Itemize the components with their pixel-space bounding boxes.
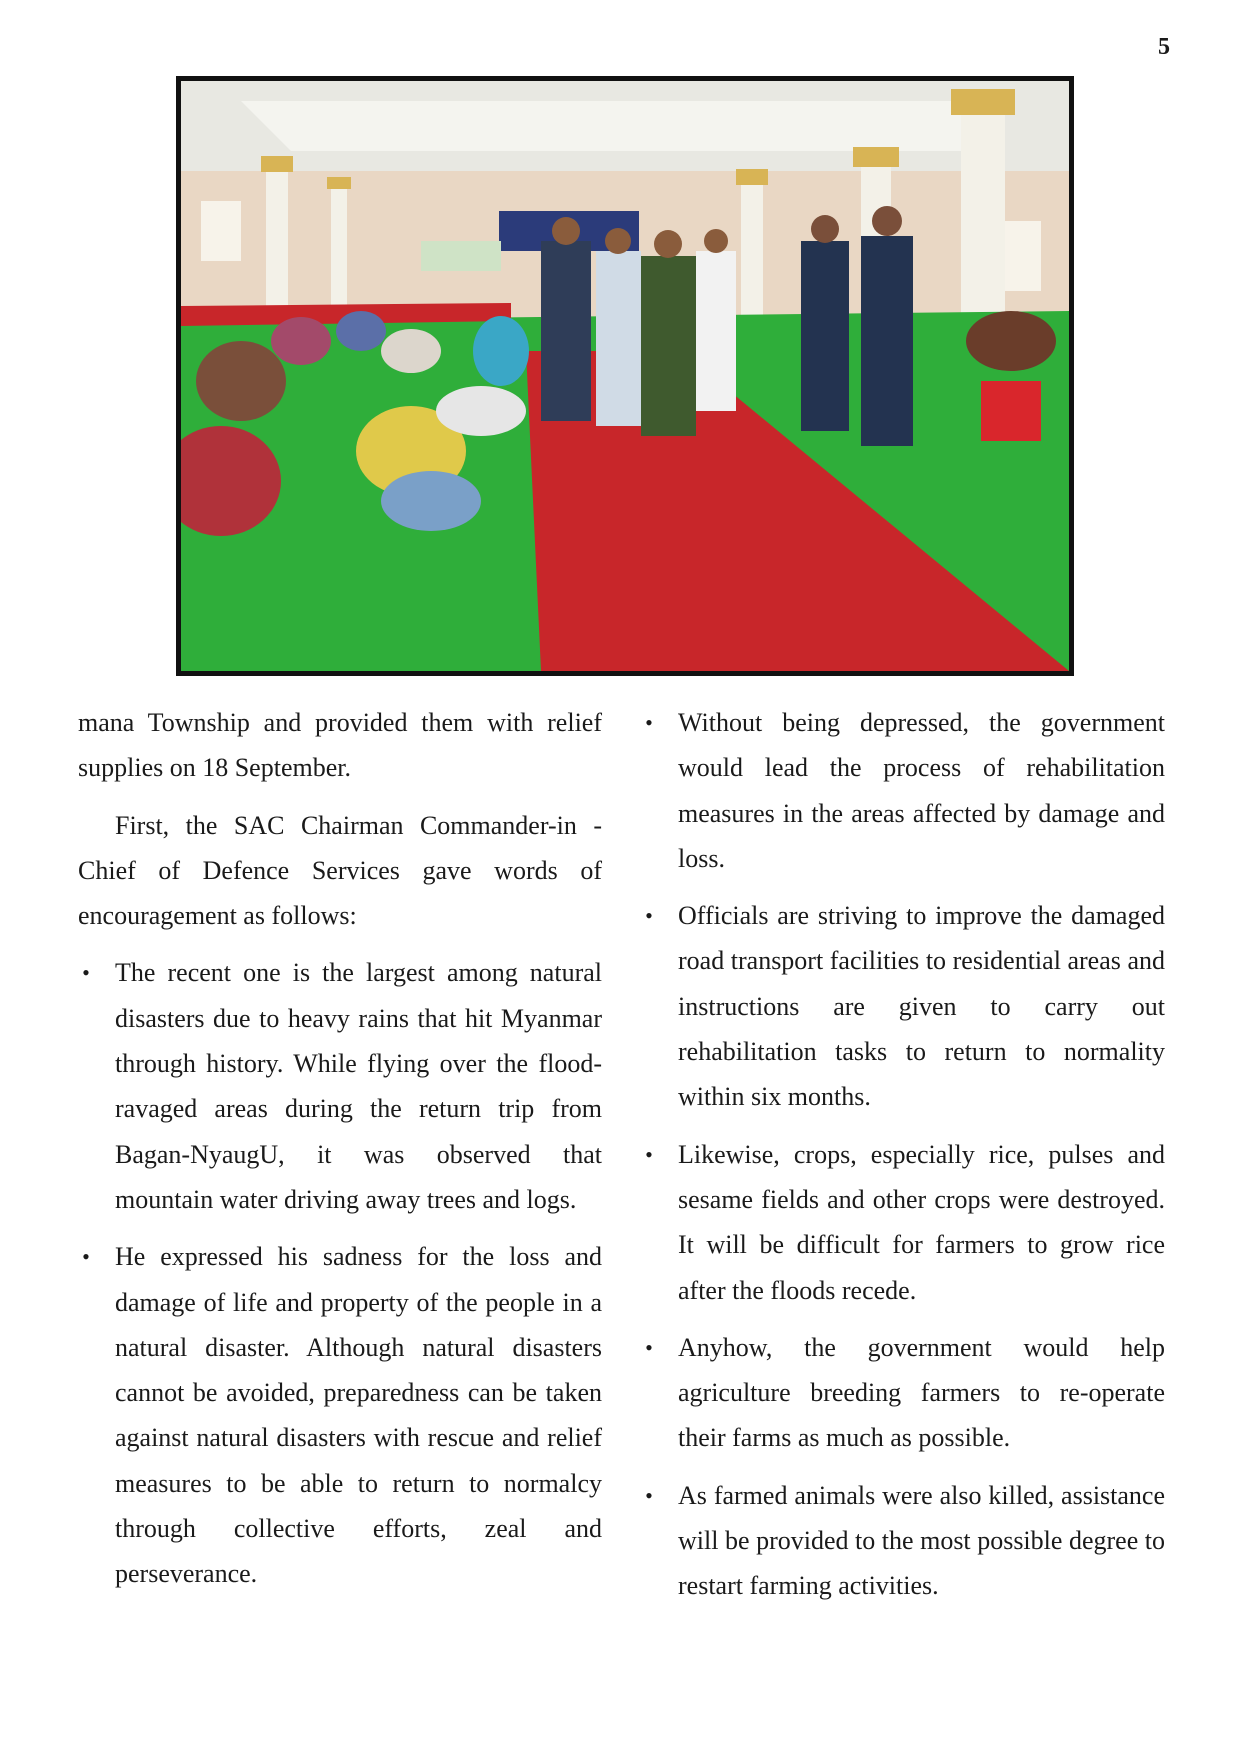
list-item-text: As farmed animals were also killed, assistance will be provided to the most possible degree to restart farming activities. (678, 1480, 1165, 1601)
list-item (641, 1473, 1165, 1609)
list-item (641, 1325, 1165, 1461)
bullet-icon: • (645, 710, 653, 735)
paragraph-encouragement: First, the SAC Chairman Commander-in -Chief of Defence Services gave words of encouragement as follows: (78, 810, 602, 931)
list-item (641, 700, 1165, 881)
list-item-text: Likewise, crops, especially rice, pulses and sesame fields and other crops were destroyed. It will be difficult for farmers to grow rice after the floods recede. (678, 1139, 1165, 1305)
page-number: 5 (1158, 34, 1170, 60)
list-item-text: The recent one is the largest among natural disasters due to heavy rains that hit Myanmar through history. While flying over the flood-ravaged areas during the return trip from Bagan-NyaugU, it was observed that mountain water driving away trees and logs. (115, 958, 602, 1214)
list-item-text: He expressed his sadness for the loss and damage of life and property of the people in a natural disaster. Although natural disasters cannot be avoided, preparedness can be taken against natural disasters with rescue and relief measures to be able to return to normalcy through collective efforts, zeal and perseverance. (115, 1242, 602, 1589)
list-item-text: Officials are striving to improve the damaged road transport facilities to residential areas and instructions are given to carry out rehabilitation tasks to return to normality within six months. (678, 901, 1165, 1112)
list-item (641, 893, 1165, 1119)
relief-camp-photo (176, 76, 1074, 676)
bullet-icon: • (82, 960, 90, 986)
bullet-icon: • (645, 903, 653, 929)
bullet-icon: • (82, 1244, 90, 1270)
left-column (78, 700, 602, 1609)
paragraph-intro: mana Township and provided them with relief supplies on 18 September. (78, 708, 602, 783)
list-item-text: Anyhow, the government would help agriculture breeding farmers to re-operate their farms as much as possible. (678, 1332, 1165, 1453)
bullet-icon: • (645, 1334, 653, 1360)
list-item (78, 1234, 602, 1596)
list-item (641, 1132, 1165, 1313)
list-item (78, 950, 602, 1222)
photo-illustration (181, 81, 1069, 671)
left-bullet-list (78, 950, 602, 1596)
right-bullet-list (641, 700, 1165, 1609)
bullet-icon: • (645, 1141, 653, 1167)
list-item-text: Without being depressed, the government would lead the process of rehabilitation measures in the areas affected by damage and loss. (678, 708, 1165, 873)
right-column (641, 700, 1165, 1621)
bullet-icon: • (645, 1482, 653, 1508)
